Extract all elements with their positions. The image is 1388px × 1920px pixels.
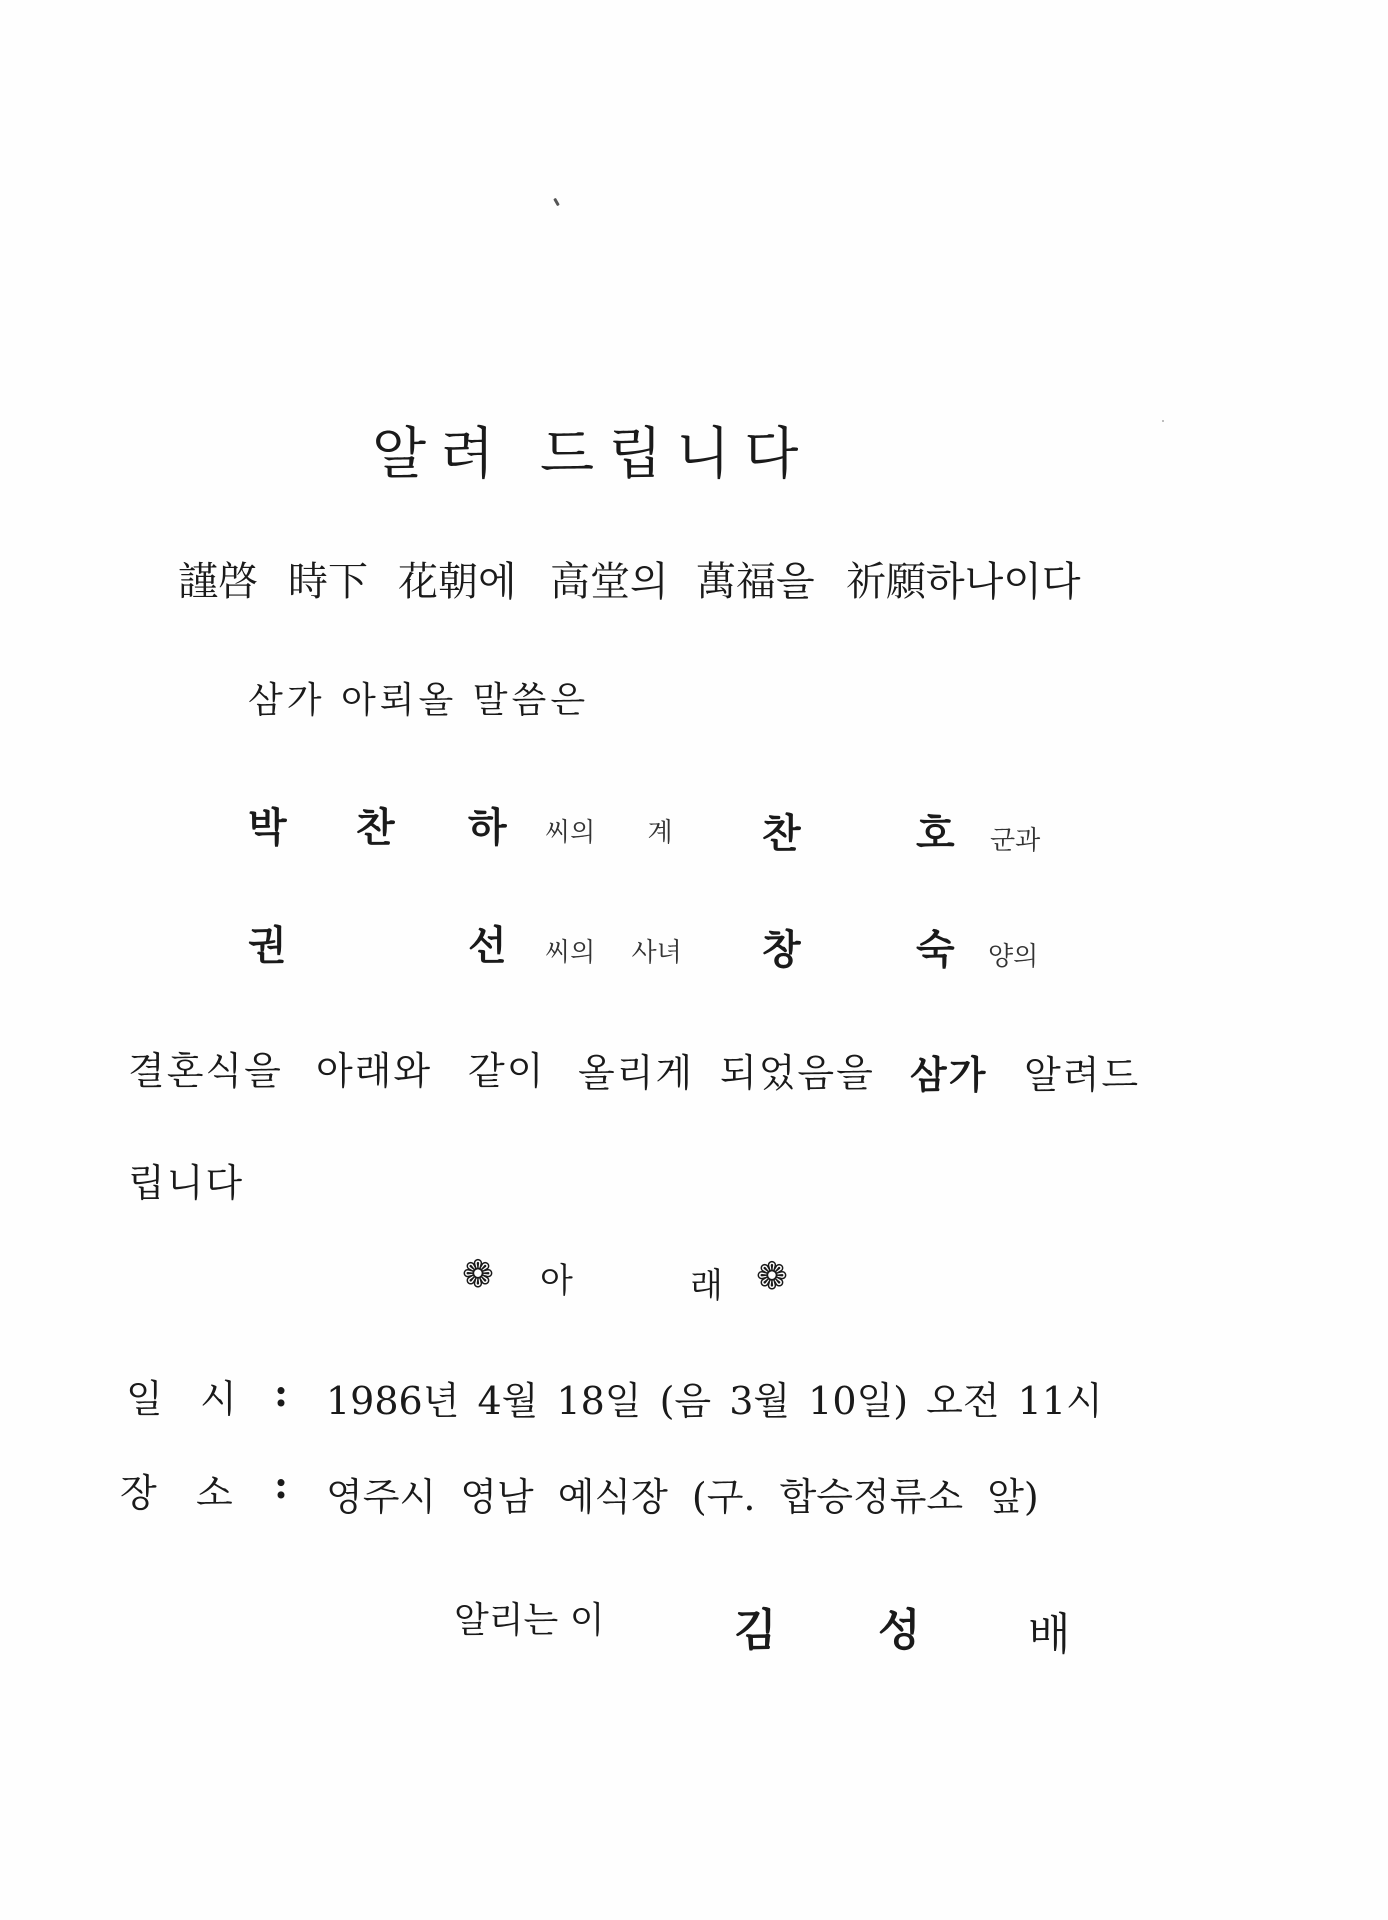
signer-label: 알리는 이 xyxy=(454,1600,605,1641)
date-label-char: 시 xyxy=(200,1377,237,1421)
greeting-word: 祈願하나이다 xyxy=(846,559,1081,605)
place-label-char: 소 xyxy=(196,1471,233,1515)
groom-father-char: 하 xyxy=(468,804,507,851)
greeting-word: 時下 xyxy=(288,559,368,605)
flower-icon: ❁ xyxy=(756,1254,788,1298)
date-value: 1986년 4월 18일 (음 3월 10일) 오전 11시 xyxy=(326,1379,1103,1423)
date-label-char: : xyxy=(274,1370,289,1415)
groom-relation: 씨의 계 xyxy=(545,818,673,848)
place-label-char: : xyxy=(274,1462,289,1507)
body-word: 올리게 xyxy=(578,1051,695,1095)
groom-name-char: 호 xyxy=(916,810,955,857)
place-value: 영주시 영남 예식장 (구. 합승정류소 앞) xyxy=(326,1475,1039,1519)
section-heading-char: 래 xyxy=(690,1266,723,1306)
body-word: 아래와 xyxy=(316,1049,433,1093)
greeting-word: 高堂의 xyxy=(550,559,669,605)
groom-name-char: 찬 xyxy=(762,810,801,857)
scan-speck xyxy=(1162,420,1164,422)
greeting-word: 花朝에 xyxy=(398,559,517,605)
body-word: 립니다 xyxy=(128,1161,245,1205)
bride-father-char: 선 xyxy=(468,922,507,969)
bride-father-char: 권 xyxy=(248,922,287,969)
body-word: 삼가 xyxy=(910,1052,988,1097)
greeting-word: 謹啓 xyxy=(178,559,258,605)
intro-text: 삼가 아뢰올 말씀은 xyxy=(248,680,590,721)
signer-name-char: 배 xyxy=(1028,1609,1071,1660)
signer-name-char: 성 xyxy=(878,1605,921,1656)
groom-father-char: 찬 xyxy=(356,804,395,851)
flower-icon: ❁ xyxy=(462,1252,494,1296)
date-label-char: 일 xyxy=(126,1377,163,1421)
signer-name-char: 김 xyxy=(734,1605,777,1656)
bride-name-char: 창 xyxy=(762,926,801,973)
bride-name-char: 숙 xyxy=(916,926,955,973)
bride-suffix: 양의 xyxy=(988,942,1039,972)
greeting-word: 萬福을 xyxy=(696,559,815,605)
body-word: 되었음을 xyxy=(720,1051,875,1095)
body-word: 알려드 xyxy=(1024,1053,1141,1097)
body-word: 결혼식을 xyxy=(128,1049,283,1093)
place-label-char: 장 xyxy=(120,1471,157,1515)
body-word: 같이 xyxy=(468,1049,546,1093)
scan-speck xyxy=(553,198,560,206)
page-title: 알려 드립니다 xyxy=(372,422,813,487)
section-heading-char: 아 xyxy=(540,1261,573,1301)
bride-relation: 씨의 사녀 xyxy=(545,938,682,968)
groom-suffix: 군과 xyxy=(990,826,1041,856)
groom-father-char: 박 xyxy=(248,804,287,851)
